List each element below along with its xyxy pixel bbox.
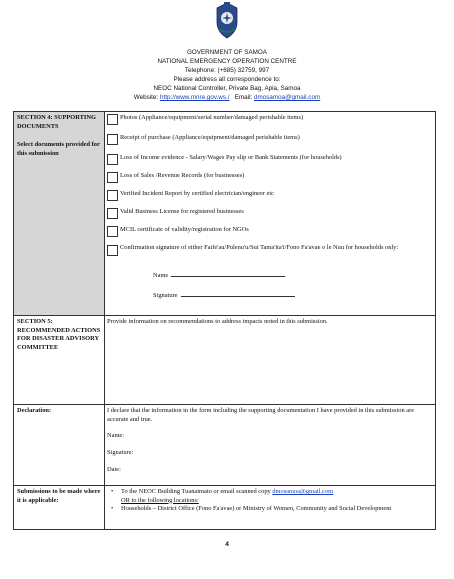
submissions-label: Submissions to be made where it is applicable:: [17, 488, 101, 504]
doc-item-label: Confirmation signature of either Faife'au/Pulenu'u/Sui Tama'ita'i/Fono Fa'avae o le Nuu for households only:: [120, 244, 399, 251]
signature-blank[interactable]: [181, 290, 295, 297]
submission-or-text: OR to the following locations:: [121, 496, 199, 504]
doc-item-receipt[interactable]: [107, 134, 433, 154]
name-blank[interactable]: [171, 270, 285, 277]
header-address-label: Please address all correspondence to:: [173, 76, 281, 83]
doc-item-photos[interactable]: [107, 114, 433, 134]
declaration-name-field[interactable]: Name:: [107, 432, 125, 440]
submission-neoc-text: To the NEOC Building Tuanaimato or email scanned copy: [121, 488, 271, 495]
section5-label-cell: [14, 316, 105, 405]
submission-item-households: • Households – District Office (Fono Fa'avae) or Ministry of Women, Community and Social Development: [121, 505, 433, 514]
declaration-signature-field[interactable]: Signature:: [107, 449, 134, 457]
header-telephone: Telephone: (+685) 32759, 997: [184, 67, 270, 74]
submissions-list: [107, 488, 433, 514]
section4-instruction: Select documents provided for this submission: [17, 141, 100, 157]
section5-title: SECTION 5: RECOMMENDED ACTIONS FOR DISASTER ADVISORY COMMITTEE: [17, 318, 101, 351]
submission-email-link[interactable]: dmosamoa@gmail.com: [272, 488, 334, 495]
website-link[interactable]: http://www.mnre.gov.ws./: [159, 94, 230, 101]
declaration-text: I declare that the information in the form including the supporting documentation I have provided in this submission are accurate and true.: [107, 407, 415, 423]
confirmation-signature-line[interactable]: [153, 290, 433, 310]
confirmation-checkbox[interactable]: [107, 245, 118, 256]
doc-item-label: MCIL certificate of validity/registration for NGOs: [120, 226, 249, 233]
government-emblem-icon: [213, 2, 241, 40]
page-number: 4: [225, 541, 229, 548]
submissions-content-cell: [105, 486, 436, 530]
declaration-content-cell: [105, 405, 436, 486]
header-address: NEOC National Controller, Private Bag, Apia, Samoa: [153, 85, 301, 92]
section5-instruction: Provide information on recommendations to address impacts noted in this submission.: [107, 318, 328, 325]
doc-item-income[interactable]: [107, 154, 433, 172]
declaration-row: [14, 405, 436, 486]
incident-report-checkbox[interactable]: [107, 190, 118, 201]
sales-checkbox[interactable]: [107, 172, 118, 183]
header-contact-line: [0, 93, 454, 102]
section5-content-cell[interactable]: [105, 316, 436, 405]
doc-item-confirmation[interactable]: [107, 244, 433, 270]
doc-item-sales[interactable]: [107, 172, 433, 190]
submissions-row: [14, 486, 436, 530]
header-government: GOVERNMENT OF SAMOA: [186, 49, 267, 56]
business-license-checkbox[interactable]: [107, 208, 118, 219]
email-label: Email:: [234, 94, 253, 101]
doc-item-mcil[interactable]: [107, 226, 433, 244]
confirmation-name-line[interactable]: [153, 270, 433, 290]
receipt-checkbox[interactable]: [107, 134, 118, 145]
declaration-date-field[interactable]: Date:: [107, 466, 121, 474]
mcil-checkbox[interactable]: [107, 226, 118, 237]
email-link[interactable]: dmosamoa@gmail.com: [253, 94, 321, 101]
doc-item-label: Receipt of purchase (Appliance/equipment/damaged perishable items): [120, 134, 300, 141]
section5-row: [14, 316, 436, 405]
doc-item-label: Verified Incident Report by certified electrician/engineer etc: [120, 190, 275, 197]
website-label: Website:: [133, 94, 159, 101]
photos-checkbox[interactable]: [107, 114, 118, 125]
section4-row: [14, 112, 436, 316]
doc-item-label: Photos (Appliance/equipment/serial number/damaged perishable items): [120, 114, 304, 121]
section4-title: SECTION 4: SUPPORTING DOCUMENTS: [17, 114, 96, 130]
declaration-label: Declaration:: [17, 407, 52, 414]
header-centre: NATIONAL EMERGENCY OPERATION CENTRE: [157, 58, 297, 65]
submission-item-neoc: [121, 488, 433, 505]
doc-item-incident-report[interactable]: [107, 190, 433, 208]
section4-label-cell: [14, 112, 105, 316]
doc-item-label: Loss of Sales /Revenue Records (for businesses): [120, 172, 245, 179]
doc-item-business-license[interactable]: [107, 208, 433, 226]
declaration-label-cell: [14, 405, 105, 486]
section4-content-cell: [105, 112, 436, 316]
signature-label: Signature: [153, 292, 178, 299]
name-label: Name: [153, 272, 169, 279]
doc-item-label: Valid Business License for registered businesses: [120, 208, 244, 215]
income-checkbox[interactable]: [107, 154, 118, 165]
doc-item-label: Loss of Income evidence - Salary/Wages Pay slip or Bank Statements (for households): [120, 154, 342, 161]
submission-form-table: [13, 111, 436, 530]
submissions-label-cell: [14, 486, 105, 530]
